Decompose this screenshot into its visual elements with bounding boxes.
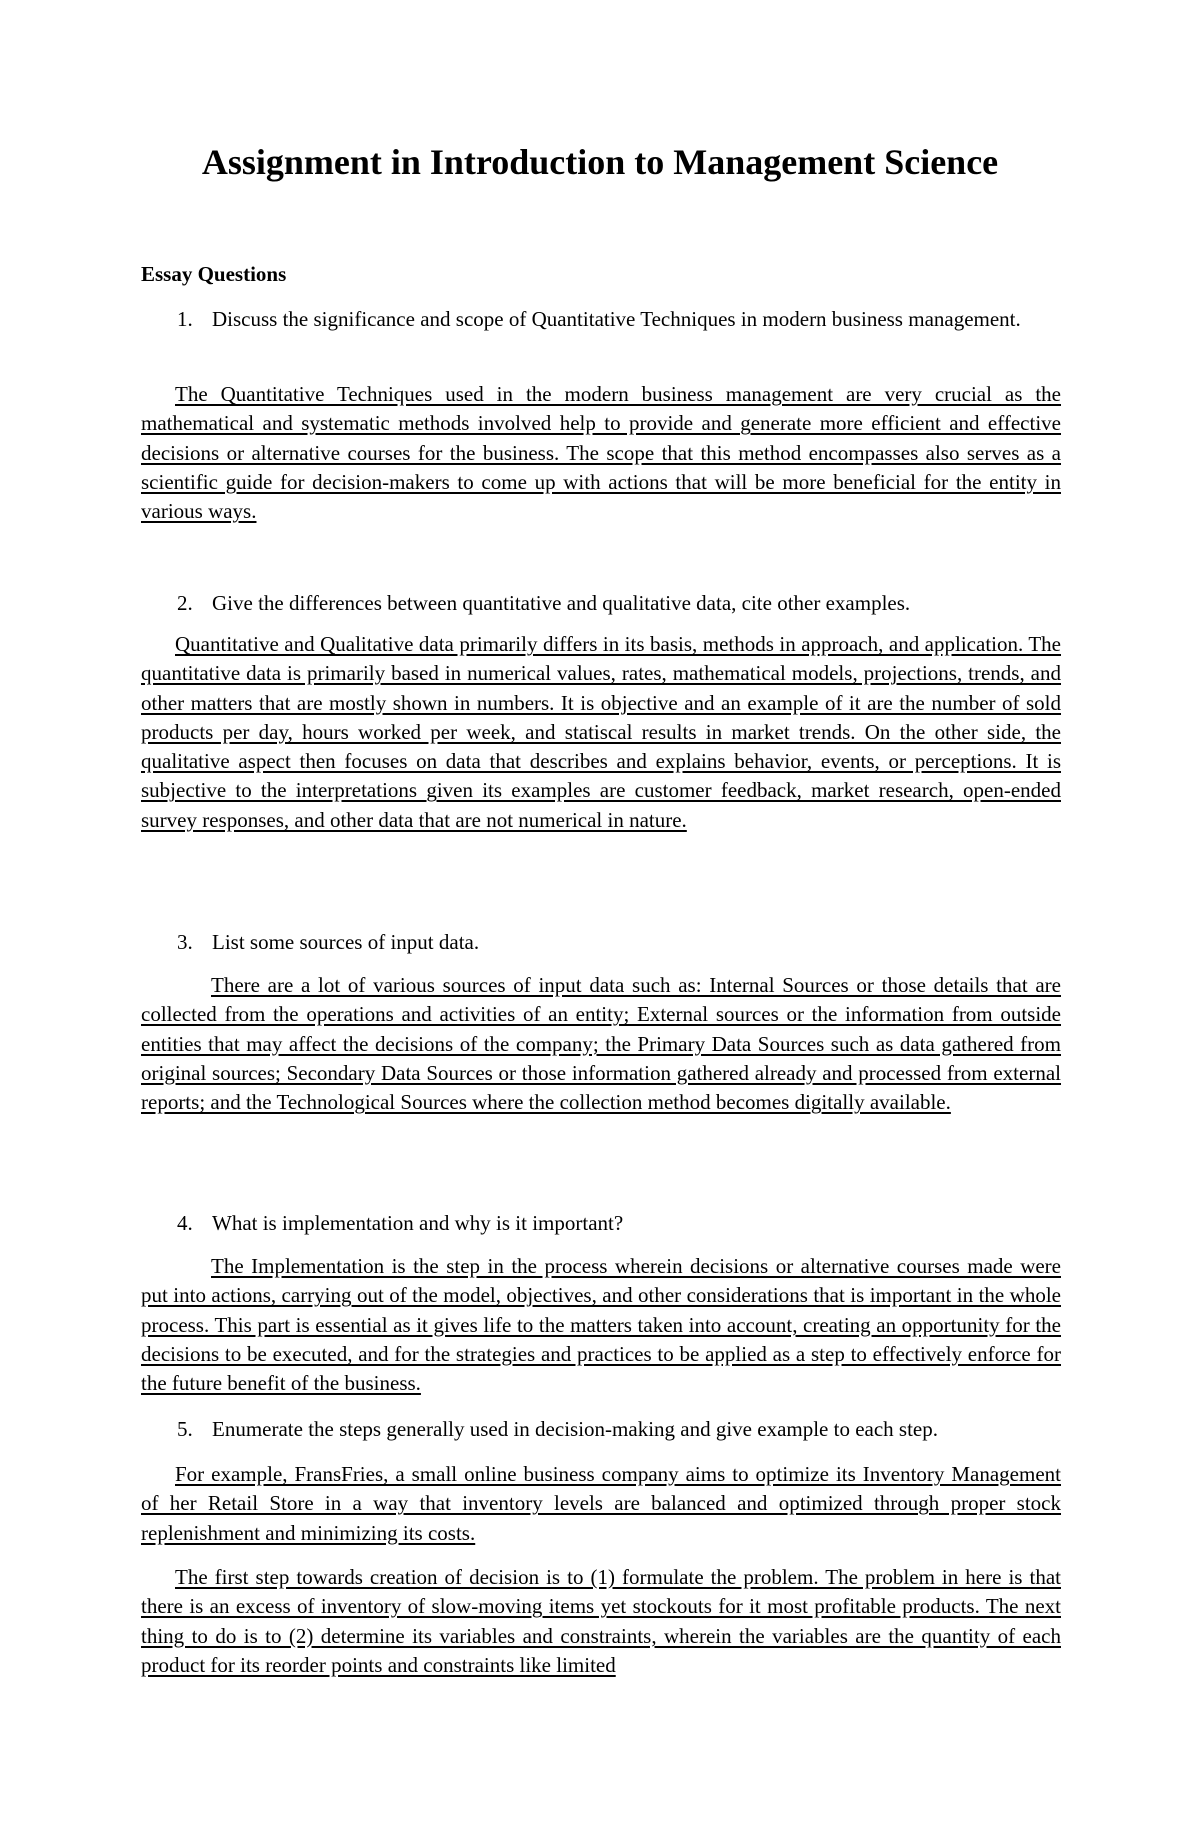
answer-4: The Implementation is the step in the process wherein decisions or alternative courses made were put into actions, carrying out of the model, objectives, and other considerations that is important in the whole process. This part is essential as it gives life to the matters taken into account, creating an opportunity for the decisions to be executed, and for the strategies and practices to be applied as a step to effectively enforce for the future benefit of the business. [141, 1254, 1061, 1396]
question-text: Enumerate the steps generally used in decision-making and give example to each step. [212, 1417, 939, 1441]
question-5 [177, 1415, 1057, 1444]
answer-5-paragraph-1: For example, FransFries, a small online business company aims to optimize its Inventory Management of her Retail Store in a way that inventory levels are balanced and optimized through proper stock replenishment and minimizing its costs. [141, 1462, 1061, 1545]
answer-3: There are a lot of various sources of input data such as: Internal Sources or those details that are collected from the operations and activities of an entity; External sources or the information from outside entities that may affect the decisions of the company; the Primary Data Sources such as data gathered from original sources; Secondary Data Sources or those information gathered already and processed from external reports; and the Technological Sources where the collection method becomes digitally available. [141, 973, 1061, 1115]
question-number: 3. [177, 930, 193, 954]
answer-2: Quantitative and Qualitative data primarily differs in its basis, methods in approach, and application. The quantitative data is primarily based in numerical values, rates, mathematical models, projections, trends, and other matters that are mostly shown in numbers. It is objective and an example of it are the number of sold products per day, hours worked per week, and statiscal results in market trends. On the other side, the qualitative aspect then focuses on data that describes and explains behavior, events, or perceptions. It is subjective to the interpretations given its examples are customer feedback, market research, open-ended survey responses, and other data that are not numerical in nature. [141, 632, 1061, 832]
question-3 [177, 928, 1057, 957]
answer-5-paragraph-2: The first step towards creation of decision is to (1) formulate the problem. The problem in here is that there is an excess of inventory of slow-moving items yet stockouts for it most profitable products. The next thing to do is to (2) determine its variables and constraints, wherein the variables are the quantity of each product for its reorder points and constraints like limited [141, 1565, 1061, 1677]
question-number: 1. [177, 307, 193, 331]
question-text: Discuss the significance and scope of Quantitative Techniques in modern business management. [212, 307, 1021, 331]
question-number: 4. [177, 1211, 193, 1235]
question-text: What is implementation and why is it important? [212, 1211, 624, 1235]
question-number: 2. [177, 591, 193, 615]
question-1 [177, 305, 1057, 334]
question-number: 5. [177, 1417, 193, 1441]
question-text: Give the differences between quantitative and qualitative data, cite other examples. [212, 591, 911, 615]
answer-1: The Quantitative Techniques used in the modern business management are very crucial as the mathematical and systematic methods involved help to provide and generate more efficient and effective decisions or alternative courses for the business. The scope that this method encompasses also serves as a scientific guide for decision-makers to come up with actions that will be more beneficial for the entity in various ways. [141, 382, 1061, 524]
question-text: List some sources of input data. [212, 930, 480, 954]
document-title: Assignment in Introduction to Management Science [201, 142, 999, 182]
question-4 [177, 1209, 1057, 1238]
question-2 [177, 589, 1057, 618]
section-heading: Essay Questions [141, 262, 287, 286]
